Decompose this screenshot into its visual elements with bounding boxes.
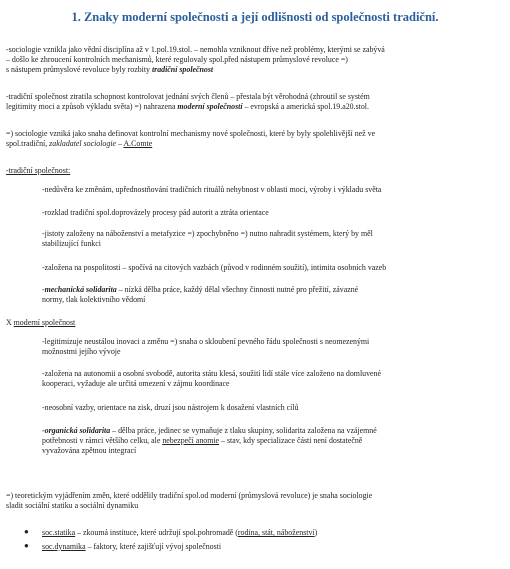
para1-line3 [6, 65, 213, 75]
trad-item-4: -založena na pospolitosti – spočívá na citových vazbách (původ v rodinném soužití), intimita osobních vazeb [42, 263, 387, 272]
tradicni-heading: -tradiční společnost: [6, 166, 71, 175]
para3-line2 [6, 139, 152, 149]
statika-link[interactable]: soc.statika [42, 528, 76, 537]
trad-item-3-line1: -jistoty založeny na náboženství a metafyzice =) zpochybněno =) nutno nahradit systémem, který by měl [42, 229, 373, 238]
mod-item-1-line2: možnostmi jejího vývoje [42, 347, 121, 356]
mod-item-4-line2-rest: – stav, kdy specializace části není dostatečně [219, 436, 363, 445]
trad-item-2: -rozklad tradiční spol.doprovázely procesy pád autorit a ztráta orientace [42, 208, 269, 217]
trad-item-5-line2: normy, tlak kolektivního vědomí [42, 295, 146, 304]
para1-line1: -sociologie vznikla jako vědní disciplína až v 1.pol.19.stol. – nemohla vzniknout dříve než problémy, kterými se zabývá [6, 45, 385, 54]
trad-item-5-line1 [42, 285, 358, 295]
document-title: 1. Znaky moderní společnosti a její odlišnosti od společnosti tradiční. [71, 10, 439, 24]
mod-item-2-line2: kooperaci, vyžaduje ale určitá omezení v zájmu koordinace [42, 379, 230, 388]
dynamika-text: – faktory, které zajišťují vývoj společnosti [85, 542, 222, 551]
para1-line3-text: s nástupem průmyslové revoluce byly rozbity [6, 65, 152, 74]
moderni-heading [6, 318, 75, 328]
para3-dash: – [116, 139, 124, 148]
mod-item-4-line2 [42, 436, 362, 446]
mod-item-4-line2-text: potřebnosti v rámci většího celku, ale [42, 436, 163, 445]
comte-link[interactable]: A.Comte [123, 139, 153, 148]
para3-line2-text: spol.tradiční, [6, 139, 50, 148]
moderni-heading-text: moderní společnost [13, 318, 76, 327]
statika-close: ) [314, 528, 318, 537]
term-moderni-spolecnost: moderní společností [177, 102, 243, 111]
term-zakladatel: zakladatel sociologie [49, 139, 117, 148]
statika-text: – zkoumá instituce, které udržují spol.pohromadě ( [75, 528, 238, 537]
para2-line2-rest: – evropská a americká spol.19.a20.stol. [242, 102, 369, 111]
para2-line2 [6, 102, 369, 112]
bullet-dynamika [42, 542, 221, 552]
conclusion-line1: =) teoretickým vyjádřením změn, které oddělily tradiční spol.od moderní (průmyslová revoluce) je snaha sociologie [6, 491, 373, 500]
trad-item-5-text: – nízká dělba práce, každý dělal všechny činnosti nutné pro přežití, závazné [116, 285, 359, 294]
anomie-link[interactable]: nebezpečí anomie [162, 436, 220, 445]
bullet-icon: ● [24, 541, 29, 550]
statika-examples-link[interactable]: rodina, stát, náboženství [237, 528, 315, 537]
mod-item-2-line1: -založena na autonomii a osobní svobodě, autorita státu klesá, soužití lidí stále více založeno na domluvené [42, 369, 381, 378]
trad-item-3-line2: stabilizující funkci [42, 239, 101, 248]
mod-item-4-text: – dělba práce, jedinec se vymaňuje z tlaku skupiny, solidarita založena na vzájemné [110, 426, 377, 435]
mod-item-1-line1: -legitimizuje neustálou inovaci a změnu =) snaha o skloubení pevného řádu společnosti s neomezenými [42, 337, 370, 346]
term-organicka-solidarita: -organická solidarita [42, 426, 111, 435]
mod-item-4-line3: vyvažována zpětnou integrací [42, 446, 137, 455]
dynamika-link[interactable]: soc.dynamika [42, 542, 86, 551]
bullet-statika [42, 528, 317, 538]
bullet-icon: ● [24, 527, 29, 536]
term-tradicni-spolecnost: tradiční společnost [151, 65, 214, 74]
mod-item-3: -neosobní vazby, orientace na zisk, druzí jsou nástrojem k dosažení vlastních cílů [42, 403, 299, 412]
trad-item-1: -nedůvěra ke změnám, upřednostňování tradičních rituálů nehybnost v oblasti moci, výroby i výkladu světa [42, 185, 382, 194]
conclusion-line2: sladit sociální statiku a sociální dynamiku [6, 501, 139, 510]
para2-line1: -tradiční společnost ztratila schopnost kontrolovat jednání svých členů – přestala být věrohodná (zhroutil se systém [6, 92, 370, 101]
mod-item-4-line1 [42, 426, 377, 436]
term-mechanicka-solidarita: -mechanická solidarita [42, 285, 117, 294]
moderni-prefix: X [6, 318, 14, 327]
para2-line2-text: legitimity moci a způsob výkladu světa) =) nahrazena [6, 102, 178, 111]
para1-line2: – došlo ke zhroucení kontrolních mechanismů, které regulovaly spol.před nástupem průmyslové revoluce =) [6, 55, 348, 64]
para3-line1: =) sociologie vzniká jako snaha definovat kontrolní mechanismy nové společnosti, které by byly spolehlivější než ve [6, 129, 376, 138]
